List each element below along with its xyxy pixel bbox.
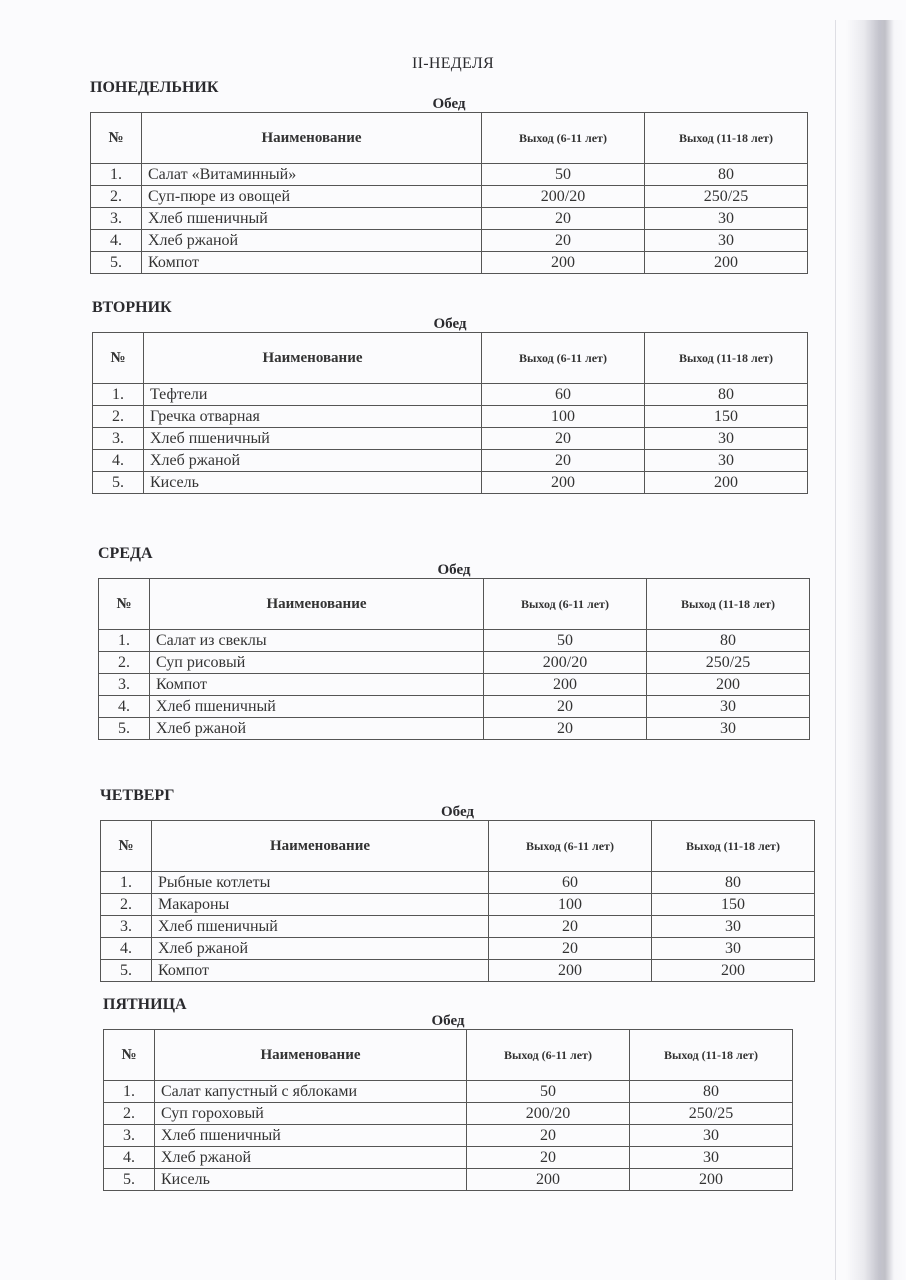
column-header-num: № (104, 1030, 155, 1081)
row-number: 1. (99, 630, 150, 652)
column-header-out-11-18: Выход (11-18 лет) (647, 579, 810, 630)
table-row (101, 960, 815, 982)
row-number: 2. (91, 186, 142, 208)
portion-11-18: 80 (652, 872, 815, 894)
meal-title: Обед (431, 1013, 465, 1029)
portion-6-11: 50 (467, 1081, 630, 1103)
meal-title: Обед (433, 316, 467, 332)
table-row (104, 1081, 793, 1103)
table-row (99, 652, 810, 674)
portion-6-11: 20 (489, 916, 652, 938)
column-header-name: Наименование (155, 1030, 467, 1081)
table-row (93, 450, 808, 472)
day-name: ЧЕТВЕРГ (100, 787, 175, 804)
portion-11-18: 200 (647, 674, 810, 696)
column-header-out-6-11: Выход (6-11 лет) (467, 1030, 630, 1081)
day-name: ПОНЕДЕЛЬНИК (90, 79, 219, 96)
day-name: СРЕДА (98, 545, 153, 562)
portion-6-11: 100 (482, 406, 645, 428)
column-header-name: Наименование (150, 579, 484, 630)
dish-name: Хлеб ржаной (144, 450, 482, 472)
row-number: 5. (101, 960, 152, 982)
column-header-num: № (93, 333, 144, 384)
menu-table (100, 820, 815, 982)
dish-name: Тефтели (144, 384, 482, 406)
table-row (91, 252, 808, 274)
row-number: 2. (93, 406, 144, 428)
day-section (100, 786, 815, 982)
portion-11-18: 30 (630, 1125, 793, 1147)
meal-title: Обед (432, 96, 466, 112)
dish-name: Компот (150, 674, 484, 696)
row-number: 2. (99, 652, 150, 674)
dish-name: Суп гороховый (155, 1103, 467, 1125)
week-title: II-НЕДЕЛЯ (411, 55, 494, 72)
portion-6-11: 200 (467, 1169, 630, 1191)
header-row (99, 579, 810, 630)
portion-11-18: 30 (630, 1147, 793, 1169)
portion-6-11: 20 (482, 230, 645, 252)
row-number: 3. (104, 1125, 155, 1147)
dish-name: Салат капустный с яблоками (155, 1081, 467, 1103)
portion-11-18: 80 (647, 630, 810, 652)
table-row (104, 1169, 793, 1191)
portion-11-18: 80 (645, 164, 808, 186)
portion-6-11: 20 (467, 1125, 630, 1147)
column-header-out-6-11: Выход (6-11 лет) (482, 333, 645, 384)
dish-name: Рыбные котлеты (152, 872, 489, 894)
meal-title: Обед (440, 804, 475, 820)
portion-11-18: 30 (652, 916, 815, 938)
menu-table (90, 112, 808, 274)
portion-6-11: 20 (489, 938, 652, 960)
portion-11-18: 200 (652, 960, 815, 982)
row-number: 3. (91, 208, 142, 230)
column-header-num: № (91, 113, 142, 164)
dish-name: Хлеб ржаной (142, 230, 482, 252)
portion-11-18: 30 (645, 208, 808, 230)
table-row (99, 696, 810, 718)
table-row (93, 428, 808, 450)
portion-6-11: 200/20 (484, 652, 647, 674)
dish-name: Салат из свеклы (150, 630, 484, 652)
portion-11-18: 30 (647, 718, 810, 740)
column-header-num: № (101, 821, 152, 872)
portion-11-18: 250/25 (630, 1103, 793, 1125)
dish-name: Макароны (152, 894, 489, 916)
dish-name: Компот (152, 960, 489, 982)
menu-table (103, 1029, 793, 1191)
portion-11-18: 30 (645, 230, 808, 252)
dish-name: Хлеб пшеничный (152, 916, 489, 938)
row-number: 2. (101, 894, 152, 916)
table-row (99, 630, 810, 652)
portion-6-11: 200 (482, 252, 645, 274)
column-header-name: Наименование (152, 821, 489, 872)
portion-11-18: 30 (645, 428, 808, 450)
portion-6-11: 20 (482, 208, 645, 230)
row-number: 3. (93, 428, 144, 450)
dish-name: Хлеб пшеничный (155, 1125, 467, 1147)
portion-11-18: 200 (645, 252, 808, 274)
portion-11-18: 250/25 (647, 652, 810, 674)
portion-6-11: 200 (482, 472, 645, 494)
column-header-out-6-11: Выход (6-11 лет) (482, 113, 645, 164)
dish-name: Хлеб пшеничный (150, 696, 484, 718)
day-section (98, 544, 810, 740)
menu-table (92, 332, 808, 494)
portion-6-11: 20 (484, 696, 647, 718)
portion-6-11: 200/20 (482, 186, 645, 208)
portion-11-18: 80 (645, 384, 808, 406)
portion-11-18: 200 (645, 472, 808, 494)
dish-name: Салат «Витаминный» (142, 164, 482, 186)
portion-6-11: 60 (489, 872, 652, 894)
table-row (93, 472, 808, 494)
table-row (91, 186, 808, 208)
portion-11-18: 30 (645, 450, 808, 472)
row-number: 2. (104, 1103, 155, 1125)
header-row (101, 821, 815, 872)
portion-6-11: 200/20 (467, 1103, 630, 1125)
table-row (101, 938, 815, 960)
portion-6-11: 20 (482, 450, 645, 472)
row-number: 5. (93, 472, 144, 494)
column-header-out-11-18: Выход (11-18 лет) (645, 333, 808, 384)
portion-11-18: 30 (647, 696, 810, 718)
portion-11-18: 80 (630, 1081, 793, 1103)
dish-name: Суп рисовый (150, 652, 484, 674)
row-number: 5. (99, 718, 150, 740)
row-number: 1. (91, 164, 142, 186)
table-row (101, 916, 815, 938)
column-header-out-11-18: Выход (11-18 лет) (630, 1030, 793, 1081)
portion-6-11: 200 (484, 674, 647, 696)
dish-name: Хлеб пшеничный (144, 428, 482, 450)
table-row (104, 1147, 793, 1169)
day-section (92, 298, 808, 494)
row-number: 4. (101, 938, 152, 960)
row-number: 1. (104, 1081, 155, 1103)
table-row (91, 230, 808, 252)
portion-6-11: 20 (467, 1147, 630, 1169)
dish-name: Кисель (155, 1169, 467, 1191)
dish-name: Хлеб ржаной (150, 718, 484, 740)
portion-6-11: 50 (484, 630, 647, 652)
portion-11-18: 150 (652, 894, 815, 916)
dish-name: Хлеб ржаной (152, 938, 489, 960)
meal-title: Обед (437, 562, 471, 578)
column-header-name: Наименование (144, 333, 482, 384)
day-section (90, 78, 808, 274)
column-header-out-11-18: Выход (11-18 лет) (645, 113, 808, 164)
header-row (104, 1030, 793, 1081)
table-row (99, 718, 810, 740)
row-number: 3. (101, 916, 152, 938)
portion-6-11: 60 (482, 384, 645, 406)
portion-6-11: 100 (489, 894, 652, 916)
table-row (104, 1125, 793, 1147)
scan-artifact-strip (846, 20, 906, 1280)
header-row (91, 113, 808, 164)
column-header-name: Наименование (142, 113, 482, 164)
row-number: 4. (104, 1147, 155, 1169)
dish-name: Хлеб ржаной (155, 1147, 467, 1169)
dish-name: Компот (142, 252, 482, 274)
portion-11-18: 150 (645, 406, 808, 428)
row-number: 1. (101, 872, 152, 894)
row-number: 5. (91, 252, 142, 274)
row-number: 4. (91, 230, 142, 252)
menu-table (98, 578, 810, 740)
table-row (91, 164, 808, 186)
row-number: 4. (99, 696, 150, 718)
table-row (93, 406, 808, 428)
portion-6-11: 200 (489, 960, 652, 982)
dish-name: Суп-пюре из овощей (142, 186, 482, 208)
table-row (101, 894, 815, 916)
table-row (104, 1103, 793, 1125)
portion-6-11: 50 (482, 164, 645, 186)
day-name: ПЯТНИЦА (103, 996, 187, 1013)
table-row (99, 674, 810, 696)
row-number: 3. (99, 674, 150, 696)
day-section (103, 995, 793, 1191)
portion-6-11: 20 (482, 428, 645, 450)
portion-11-18: 200 (630, 1169, 793, 1191)
table-row (101, 872, 815, 894)
column-header-out-6-11: Выход (6-11 лет) (489, 821, 652, 872)
column-header-out-6-11: Выход (6-11 лет) (484, 579, 647, 630)
row-number: 5. (104, 1169, 155, 1191)
dish-name: Гречка отварная (144, 406, 482, 428)
dish-name: Хлеб пшеничный (142, 208, 482, 230)
column-header-num: № (99, 579, 150, 630)
scan-artifact-line (835, 20, 836, 1280)
portion-6-11: 20 (484, 718, 647, 740)
row-number: 1. (93, 384, 144, 406)
row-number: 4. (93, 450, 144, 472)
day-name: ВТОРНИК (92, 299, 172, 316)
table-row (91, 208, 808, 230)
portion-11-18: 250/25 (645, 186, 808, 208)
portion-11-18: 30 (652, 938, 815, 960)
header-row (93, 333, 808, 384)
table-row (93, 384, 808, 406)
dish-name: Кисель (144, 472, 482, 494)
column-header-out-11-18: Выход (11-18 лет) (652, 821, 815, 872)
